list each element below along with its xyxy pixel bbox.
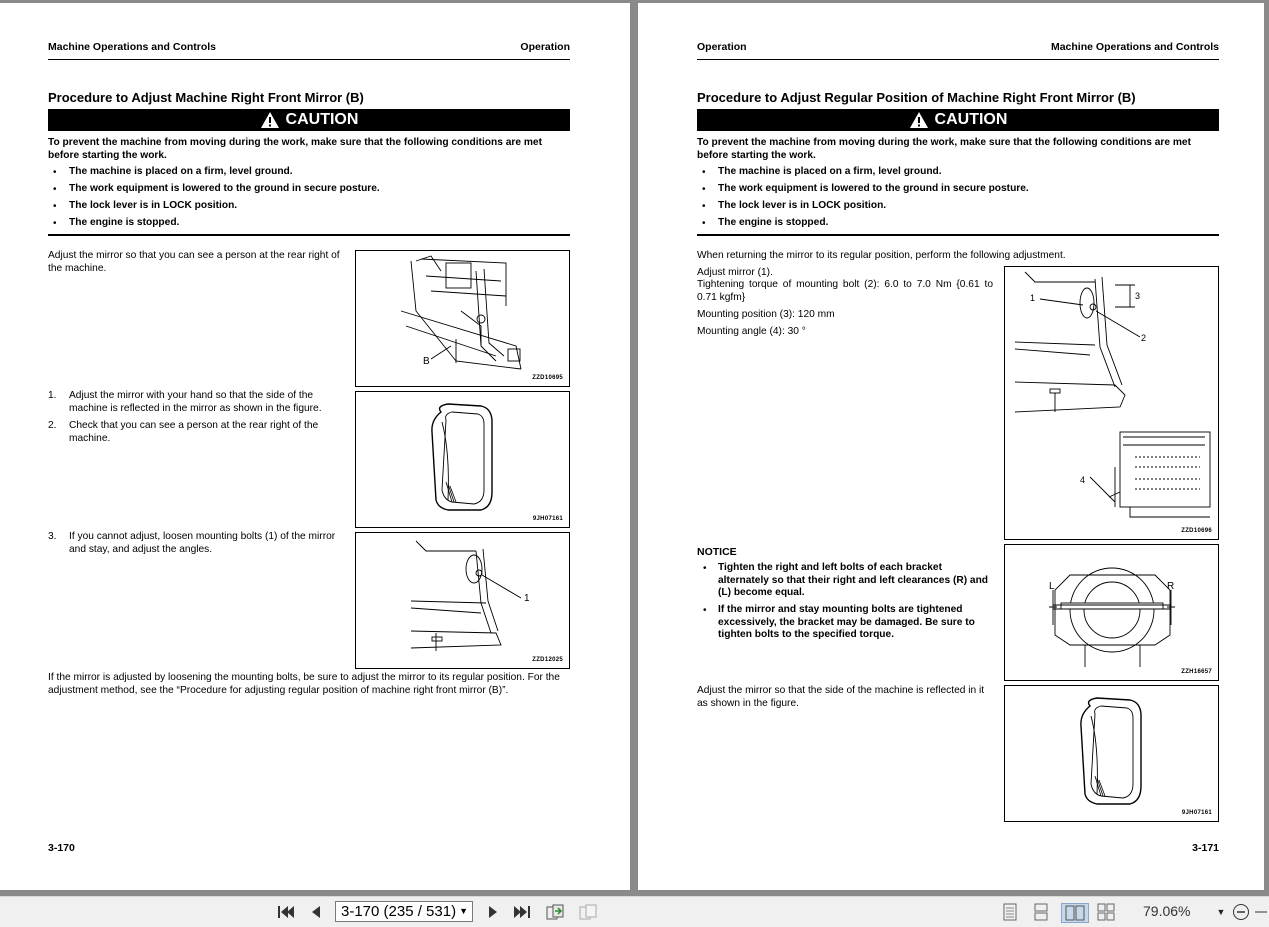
chevron-down-icon[interactable]: ▼ xyxy=(459,906,468,916)
caution-text: To prevent the machine from moving during the work, make sure that the following conditions are met before starting the work. xyxy=(697,137,1191,161)
footer-note: If the mirror is adjusted by loosening the mounting bolts, be sure to adjust the mirror to its regular position. For the adjustment method, see the “Procedure for adjusting regular position of machine right front mirror (B)”. xyxy=(48,672,560,696)
caution-item: The lock lever is in LOCK position. xyxy=(69,200,238,211)
caution-item: The machine is placed on a firm, level ground. xyxy=(69,166,293,177)
caution-banner xyxy=(697,109,1219,131)
mirror-stay-drawing xyxy=(356,533,569,668)
caution-banner xyxy=(48,109,570,131)
callout-label: B xyxy=(423,356,430,367)
next-page-icon[interactable] xyxy=(484,903,502,921)
callout-label: 1 xyxy=(524,593,530,604)
final-text: Adjust the mirror so that the side of the machine is reflected in it as shown in the figure. xyxy=(697,685,985,709)
previous-page-icon[interactable] xyxy=(307,903,325,921)
mirror-drawing xyxy=(1005,686,1218,821)
figure-code: ZZD10696 xyxy=(1181,528,1212,534)
caution-item: The engine is stopped. xyxy=(69,217,180,228)
first-page-icon[interactable] xyxy=(276,903,296,921)
callout-label: 1 xyxy=(1030,293,1036,303)
previous-view-icon[interactable] xyxy=(544,903,568,921)
running-header-left: Machine Operations and Controls xyxy=(48,41,217,53)
caution-end-rule xyxy=(697,234,1219,236)
spec-line: Tightening torque of mounting bolt (2): 6.0 to 7.0 Nm {0.61 to 0.71 kgfm} xyxy=(697,279,993,303)
viewer-toolbar xyxy=(0,896,1269,927)
page-number-field[interactable] xyxy=(335,901,473,922)
figure-mirror-view xyxy=(355,391,570,528)
right-page: Operation Machine Operations and Controls Procedure to Adjust Regular Position of Machine Right Front Mirror (B) CAUTION To prevent the machine from moving during the work, make sure that the following conditions are met before starting the work. • The machine is placed on a firm, level ground. • The work equipment is lowered to the ground in secure posture. • The lock lever is in LOCK position. • The engine is stopped. When returning the mirror to its regular position, perform the following adjustment. Adjust mirror (1). Tightening torque of mounting bolt (2): 6.0 to 7.0 Nm {0.61 to 0.71 kgfm} Mounting position (3): 120 mm Mounting angle (4): 30 ° NOTICE • Tighten the right and left bolts of each bracket alternately so that their right and left clearances (R) and (L) become equal. • If the mirror and stay mounting bolts are tightened excessively, the bracket may be damaged. Be sure to tighten bolts to the specified torque. Adjust the mirror so that the side of the machine is reflected in it as shown in the figure. 1 2 3 4 ZZD10696 L R ZZH16657 9JH07161 3-171 xyxy=(638,3,1264,890)
running-header-right: Operation xyxy=(520,41,570,53)
figure-code: ZZD10695 xyxy=(532,375,563,381)
caution-item: The machine is placed on a firm, level ground. xyxy=(718,166,942,177)
notice-item: If the mirror and stay mounting bolts are tightened excessively, the bracket may be damaged. Be sure to tighten bolts to the specified torque. xyxy=(718,604,975,640)
step-text: Adjust the mirror with your hand so that the side of the machine is reflected in the mirror as shown in the figure. xyxy=(69,390,322,414)
step-number: 1. xyxy=(48,390,57,401)
spec-line: Mounting position (3): 120 mm xyxy=(697,309,835,320)
zoom-level[interactable]: 79.06% xyxy=(1143,903,1191,919)
caution-label: CAUTION xyxy=(934,111,1008,128)
section-title: Procedure to Adjust Machine Right Front Mirror (B) xyxy=(48,90,364,105)
figure-code: 9JH07161 xyxy=(1181,810,1212,816)
bracket-drawing xyxy=(1005,545,1218,680)
step-number: 2. xyxy=(48,420,57,431)
facing-icon[interactable] xyxy=(1061,903,1089,923)
figure-code: 9JH07161 xyxy=(532,516,563,522)
page-number: 3-170 xyxy=(48,842,75,854)
caution-item: The lock lever is in LOCK position. xyxy=(718,200,887,211)
separator-icon xyxy=(1254,903,1268,921)
step-text: If you cannot adjust, loosen mounting bolts (1) of the mirror and stay, and adjust the angles. xyxy=(69,531,336,555)
running-header-left: Operation xyxy=(697,41,747,53)
intro-text: Adjust the mirror so that you can see a person at the rear right of the machine. xyxy=(48,250,340,274)
figure-machine-overview xyxy=(355,250,570,387)
running-header-right: Machine Operations and Controls xyxy=(1050,41,1219,53)
warning-icon xyxy=(260,111,280,129)
zoom-out-icon[interactable] xyxy=(1231,903,1251,921)
figure-code: ZZH16657 xyxy=(1181,669,1212,675)
figure-code: ZZD12025 xyxy=(532,657,563,663)
callout-label: 3 xyxy=(1135,291,1141,301)
mirror-position-drawing xyxy=(1005,267,1218,539)
intro-text: When returning the mirror to its regular position, perform the following adjustment. xyxy=(697,250,1066,261)
step-text: Check that you can see a person at the rear right of the machine. xyxy=(69,420,319,444)
caution-label: CAUTION xyxy=(285,111,359,128)
single-page-icon[interactable] xyxy=(1000,903,1020,921)
mirror-drawing xyxy=(356,392,569,527)
warning-icon xyxy=(909,111,929,129)
callout-label: 4 xyxy=(1080,475,1086,485)
continuous-facing-icon[interactable] xyxy=(1096,903,1116,921)
caution-end-rule xyxy=(48,234,570,236)
page-number: 3-171 xyxy=(1192,842,1219,854)
section-title: Procedure to Adjust Regular Position of Machine Right Front Mirror (B) xyxy=(697,90,1136,105)
spec-line: Adjust mirror (1). xyxy=(697,267,773,278)
caution-item: The work equipment is lowered to the ground in secure posture. xyxy=(69,183,380,194)
chevron-down-icon[interactable]: ▼ xyxy=(1216,907,1226,917)
figure-mirror-position xyxy=(1004,266,1219,540)
caution-item: The work equipment is lowered to the ground in secure posture. xyxy=(718,183,1029,194)
notice-title: NOTICE xyxy=(697,546,737,558)
callout-label: L xyxy=(1049,581,1055,592)
callout-label: R xyxy=(1167,581,1175,592)
caution-item: The engine is stopped. xyxy=(718,217,829,228)
last-page-icon[interactable] xyxy=(512,903,532,921)
continuous-icon[interactable] xyxy=(1031,903,1051,921)
header-rule xyxy=(48,59,570,60)
figure-mirror-view xyxy=(1004,685,1219,822)
notice-item: Tighten the right and left bolts of each bracket alternately so that their right and left clearances (R) and (L) become equal. xyxy=(718,562,989,598)
header-rule xyxy=(697,59,1219,60)
machine-drawing xyxy=(356,251,569,386)
spec-line: Mounting angle (4): 30 ° xyxy=(697,326,806,337)
left-page: Machine Operations and Controls Operation Procedure to Adjust Machine Right Front Mirror (B) CAUTION To prevent the machine from moving during the work, make sure that the following conditions are met before starting the work. • The machine is placed on a firm, level ground. • The work equipment is lowered to the ground in secure posture. • The lock lever is in LOCK position. • The engine is stopped. Adjust the mirror so that you can see a person at the rear right of the machine. 1. Adjust the mirror with your hand so that the side of the machine is reflected in the mirror as shown in the figure. 2. Check that you can see a person at the rear right of the machine. 3. If you cannot adjust, loosen mounting bolts (1) of the mirror and stay, and adjust the angles. B ZZD10695 9JH07161 1 ZZD12025 If the mirror is adjusted by loosening the mounting bolts, be sure to adjust the mirror to its regular position. For the adjustment method, see the “Procedure for adjusting regular position of machine right front mirror (B)”. 3-170 xyxy=(0,3,630,890)
next-view-icon[interactable] xyxy=(577,903,601,921)
figure-bracket-clearance xyxy=(1004,544,1219,681)
figure-mirror-bolts xyxy=(355,532,570,669)
page-number-value: 3-170 (235 / 531) xyxy=(341,903,457,920)
callout-label: 2 xyxy=(1141,333,1147,343)
step-number: 3. xyxy=(48,531,57,542)
caution-text: To prevent the machine from moving during the work, make sure that the following conditions are met before starting the work. xyxy=(48,137,542,161)
